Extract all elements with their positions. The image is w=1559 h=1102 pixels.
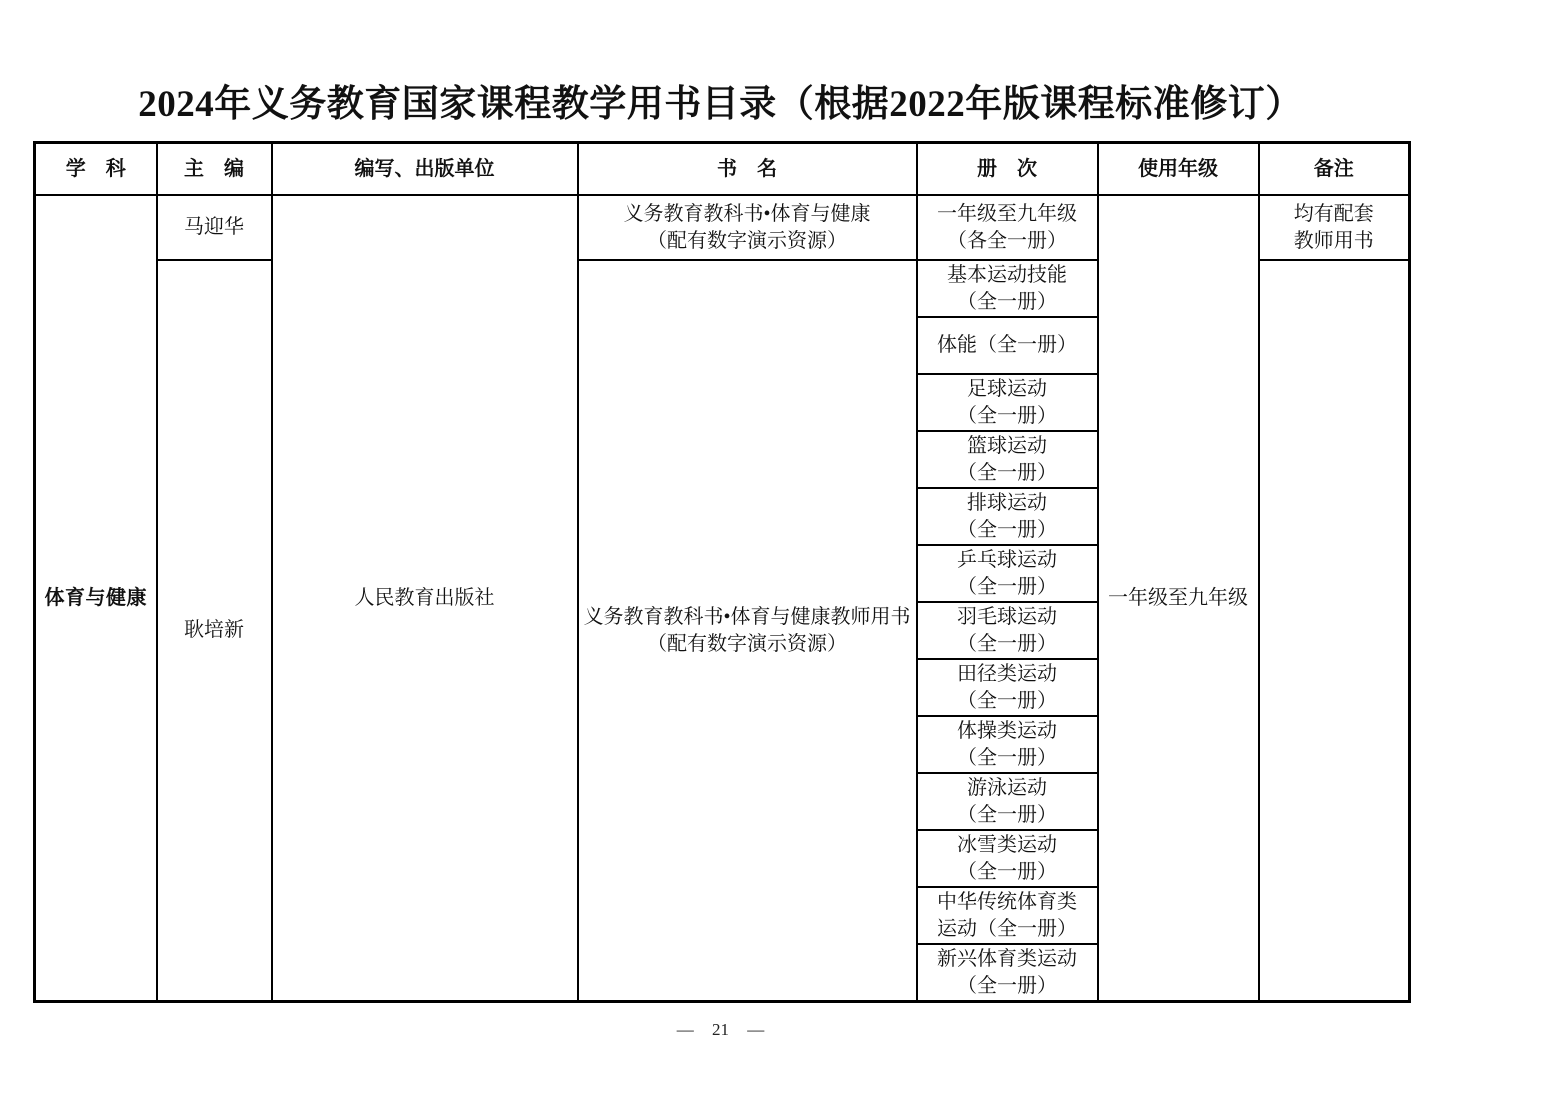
volume-line: 篮球运动 xyxy=(967,434,1047,457)
book-title-line: （配有数字演示资源） xyxy=(647,632,847,655)
cell-volume xyxy=(917,260,1098,317)
volume-line: 游泳运动 xyxy=(967,776,1047,799)
cell-remark xyxy=(1259,195,1410,260)
header-remarks: 备注 xyxy=(1259,143,1410,196)
volume-line: （全一册） xyxy=(957,860,1057,883)
cell-book-2 xyxy=(578,260,917,1002)
remark-line: 教师用书 xyxy=(1293,229,1374,252)
volume-line: 足球运动 xyxy=(967,377,1047,400)
header-grade: 使用年级 xyxy=(1098,143,1259,196)
textbook-catalog-table xyxy=(33,141,1411,1003)
cell-volume xyxy=(917,944,1098,1002)
volume-line: （全一册） xyxy=(957,632,1057,655)
cell-editor-2: 耿培新 xyxy=(157,260,272,1002)
cell-volume xyxy=(917,659,1098,716)
cell-volume xyxy=(917,830,1098,887)
volume-line: 乒乓球运动 xyxy=(957,548,1057,571)
volume-line: 羽毛球运动 xyxy=(957,605,1057,628)
volume-line: （全一册） xyxy=(957,803,1057,826)
cell-volume xyxy=(917,773,1098,830)
volume-line: （全一册） xyxy=(957,974,1057,997)
header-editor: 主 编 xyxy=(157,143,272,196)
cell-subject: 体育与健康 xyxy=(35,195,157,1002)
header-book-title: 书 名 xyxy=(578,143,917,196)
cell-remarks-empty xyxy=(1259,260,1410,1002)
page-number: — 21 — xyxy=(676,1020,765,1039)
volume-line: 体操类运动 xyxy=(957,719,1057,742)
document-page xyxy=(33,0,1408,1040)
volume-line: 体能（全一册） xyxy=(937,334,1077,356)
volume-line: （全一册） xyxy=(957,290,1057,313)
cell-volume xyxy=(917,317,1098,374)
cell-volume xyxy=(917,488,1098,545)
remark-line: 均有配套 xyxy=(1293,202,1374,225)
volume-line: 运动（全一册） xyxy=(937,917,1077,940)
volume-line: 排球运动 xyxy=(967,491,1047,514)
volume-line: 一年级至九年级 xyxy=(937,202,1077,225)
volume-line: （全一册） xyxy=(957,461,1057,484)
cell-volume-first xyxy=(917,195,1098,260)
header-publisher: 编写、出版单位 xyxy=(272,143,578,196)
volume-line: （全一册） xyxy=(957,689,1057,712)
volume-line: （全一册） xyxy=(957,518,1057,541)
page-title: 2024年义务教育国家课程教学用书目录（根据2022年版课程标准修订） xyxy=(138,84,1303,125)
cell-publisher: 人民教育出版社 xyxy=(272,195,578,1002)
header-subject: 学 科 xyxy=(35,143,157,196)
header-volume: 册 次 xyxy=(917,143,1098,196)
volume-line: （全一册） xyxy=(957,404,1057,427)
cell-volume xyxy=(917,374,1098,431)
volume-line: 新兴体育类运动 xyxy=(937,947,1077,970)
volume-line: 冰雪类运动 xyxy=(957,833,1057,856)
table-row xyxy=(35,195,1410,260)
cell-volume xyxy=(917,887,1098,944)
volume-line: （全一册） xyxy=(957,575,1057,598)
volume-line: 田径类运动 xyxy=(957,662,1057,685)
cell-volume xyxy=(917,716,1098,773)
volume-line: （各全一册） xyxy=(947,229,1067,252)
cell-volume xyxy=(917,602,1098,659)
cell-book-1 xyxy=(578,195,917,260)
volume-line: 中华传统体育类 xyxy=(937,890,1077,913)
book-title-line: 义务教育教科书•体育与健康教师用书 xyxy=(583,605,911,628)
cell-volume xyxy=(917,545,1098,602)
cell-grade: 一年级至九年级 xyxy=(1098,195,1259,1002)
book-title-line: 义务教育教科书•体育与健康 xyxy=(623,202,871,225)
cell-editor-1: 马迎华 xyxy=(157,195,272,260)
book-title-line: （配有数字演示资源） xyxy=(647,229,847,252)
cell-volume xyxy=(917,431,1098,488)
volume-line: 基本运动技能 xyxy=(947,263,1067,286)
table-header-row xyxy=(35,143,1410,196)
volume-line: （全一册） xyxy=(957,746,1057,769)
